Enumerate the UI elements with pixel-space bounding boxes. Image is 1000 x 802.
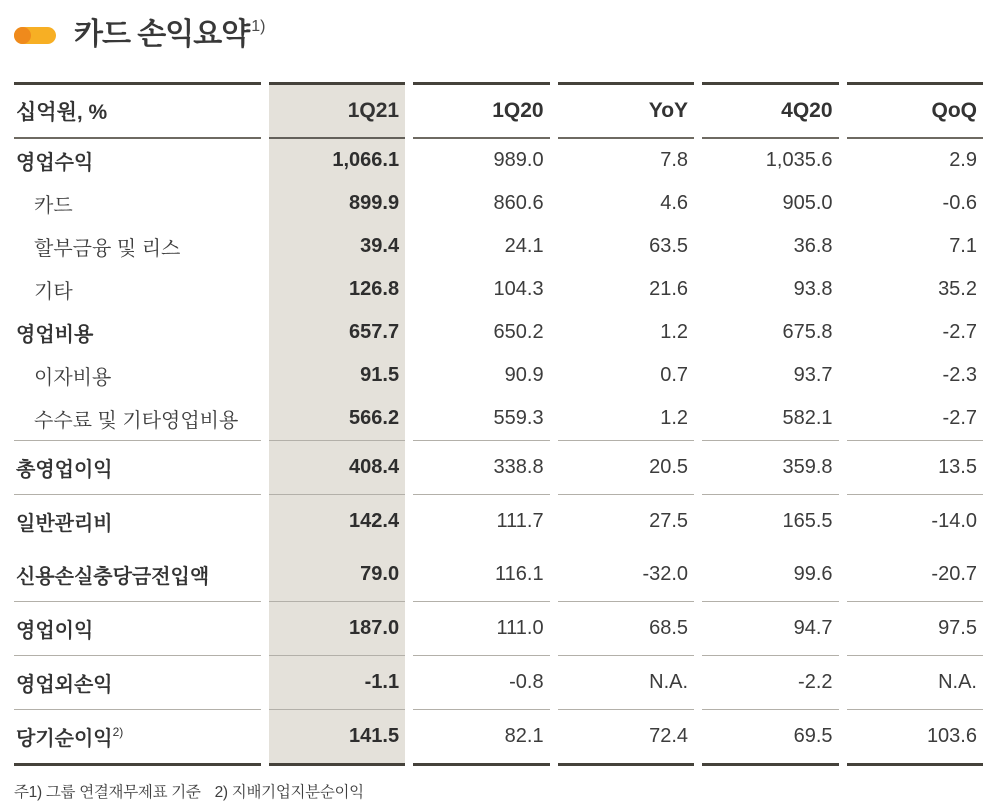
cell-1q20: 90.9 [504, 364, 544, 386]
cell-1q20: -0.8 [413, 656, 549, 710]
cell-1q21: 39.4 [269, 225, 405, 268]
cell-yoy: 1.2 [660, 321, 689, 343]
cell-yoy: 72.4 [558, 710, 694, 766]
cell-yoy: 27.5 [649, 510, 689, 532]
row-label: 총영업이익 [14, 441, 261, 495]
cell-1q20: 559.3 [413, 397, 549, 441]
cell-1q20: 989.0 [493, 149, 544, 171]
cell-1q20: 650.2 [493, 321, 544, 343]
table-row [14, 441, 983, 495]
row-label: 영업이익 [14, 602, 261, 656]
page-title [74, 18, 266, 51]
cell-qoq: 7.1 [949, 235, 977, 257]
table-header-row [14, 82, 983, 139]
cell-4q20: 675.8 [782, 321, 833, 343]
cell-yoy: N.A. [558, 656, 694, 710]
table-row [14, 397, 983, 441]
cell-4q20: 93.8 [793, 278, 833, 300]
table-row [14, 656, 983, 710]
column-header-qoq: QoQ [847, 82, 983, 139]
page-title-text: 카드 손익요약 [74, 18, 250, 51]
cell-1q21: 899.9 [269, 182, 405, 225]
cell-yoy: -32.0 [558, 548, 694, 602]
table-row [14, 710, 983, 766]
cell-yoy: 21.6 [649, 278, 689, 300]
row-label: 영업외손익 [14, 656, 261, 710]
table-row [14, 139, 983, 182]
cell-1q21: 141.5 [269, 710, 405, 766]
cell-qoq: -0.6 [942, 192, 977, 214]
cell-4q20: 36.8 [793, 235, 833, 257]
table-row [14, 602, 983, 656]
row-label: 일반관리비 [16, 513, 113, 535]
column-header-1q20: 1Q20 [413, 82, 549, 139]
footnote-note-1: 주1) 그룹 연결재무제표 기준 [14, 784, 201, 801]
cell-1q21: 126.8 [269, 268, 405, 311]
cell-qoq: -20.7 [847, 548, 983, 602]
cell-4q20: 905.0 [782, 192, 833, 214]
row-label: 수수료 및 기타영업비용 [14, 397, 261, 441]
cell-1q21: 566.2 [269, 397, 405, 441]
cell-qoq: 97.5 [847, 602, 983, 656]
cell-1q21: 1,066.1 [269, 139, 405, 182]
cell-1q20: 338.8 [413, 441, 549, 495]
cell-yoy: 68.5 [558, 602, 694, 656]
cell-1q20: 116.1 [413, 548, 549, 602]
cell-qoq: -2.7 [847, 397, 983, 441]
title-bullet-circle [14, 27, 31, 44]
cell-qoq: -14.0 [931, 510, 977, 532]
cell-1q21: 187.0 [269, 602, 405, 656]
title-bullet-icon [14, 27, 56, 44]
cell-1q21: 142.4 [269, 495, 405, 548]
cell-yoy: 0.7 [660, 364, 689, 386]
table-row [14, 548, 983, 602]
column-header-1q21: 1Q21 [269, 82, 405, 139]
cell-4q20: 359.8 [702, 441, 838, 495]
cell-qoq: -2.7 [942, 321, 977, 343]
cell-1q20: 111.7 [496, 510, 544, 532]
cell-yoy: 20.5 [558, 441, 694, 495]
title-row [14, 16, 985, 54]
cell-1q20: 860.6 [493, 192, 544, 214]
cell-yoy: 1.2 [558, 397, 694, 441]
cell-yoy: 7.8 [660, 149, 689, 171]
footnote-note-2: 2) 지배기업지분순이익 [214, 784, 364, 801]
cell-4q20: 69.5 [702, 710, 838, 766]
cell-qoq: 13.5 [847, 441, 983, 495]
cell-1q21: 408.4 [269, 441, 405, 495]
cell-qoq: 103.6 [847, 710, 983, 766]
table-row [14, 268, 983, 311]
row-label: 영업수익 [16, 152, 94, 174]
row-label: 할부금융 및 리스 [34, 238, 181, 260]
footnote [14, 780, 985, 802]
cell-4q20: 165.5 [782, 510, 833, 532]
cell-1q21: 79.0 [269, 548, 405, 602]
row-label: 당기순이익$^{2)}$ [14, 710, 261, 766]
table-row [14, 495, 983, 548]
cell-qoq: -2.3 [942, 364, 977, 386]
cell-qoq: N.A. [847, 656, 983, 710]
cell-4q20: 1,035.6 [765, 149, 833, 171]
cell-yoy: 4.6 [660, 192, 689, 214]
table-row [14, 311, 983, 354]
cell-1q20: 111.0 [413, 602, 549, 656]
cell-4q20: 582.1 [702, 397, 838, 441]
cell-qoq: 2.9 [949, 149, 977, 171]
cell-qoq: 35.2 [938, 278, 977, 300]
row-label: 이자비용 [34, 367, 112, 389]
column-header-yoy: YoY [558, 82, 694, 139]
table-row [14, 182, 983, 225]
cell-4q20: 94.7 [702, 602, 838, 656]
cell-yoy: 63.5 [649, 235, 689, 257]
cell-4q20: 93.7 [793, 364, 833, 386]
cell-1q20: 82.1 [413, 710, 549, 766]
cell-1q21: 91.5 [269, 354, 405, 397]
row-label: 카드 [34, 195, 73, 217]
row-label: 기타 [34, 281, 73, 303]
table-row [14, 225, 983, 268]
row-label: 신용손실충당금전입액 [14, 548, 261, 602]
page-title-footnote-ref: 1) [251, 18, 266, 35]
cell-4q20: -2.2 [702, 656, 838, 710]
cell-1q20: 104.3 [493, 278, 544, 300]
cell-4q20: 99.6 [702, 548, 838, 602]
pnl-summary-table [6, 82, 991, 766]
cell-1q21: -1.1 [269, 656, 405, 710]
row-label: 영업비용 [16, 324, 94, 346]
unit-header-cell: 십억원, % [14, 82, 261, 139]
cell-1q21: 657.7 [269, 311, 405, 354]
table-row [14, 354, 983, 397]
column-header-4q20: 4Q20 [702, 82, 838, 139]
cell-1q20: 24.1 [504, 235, 544, 257]
